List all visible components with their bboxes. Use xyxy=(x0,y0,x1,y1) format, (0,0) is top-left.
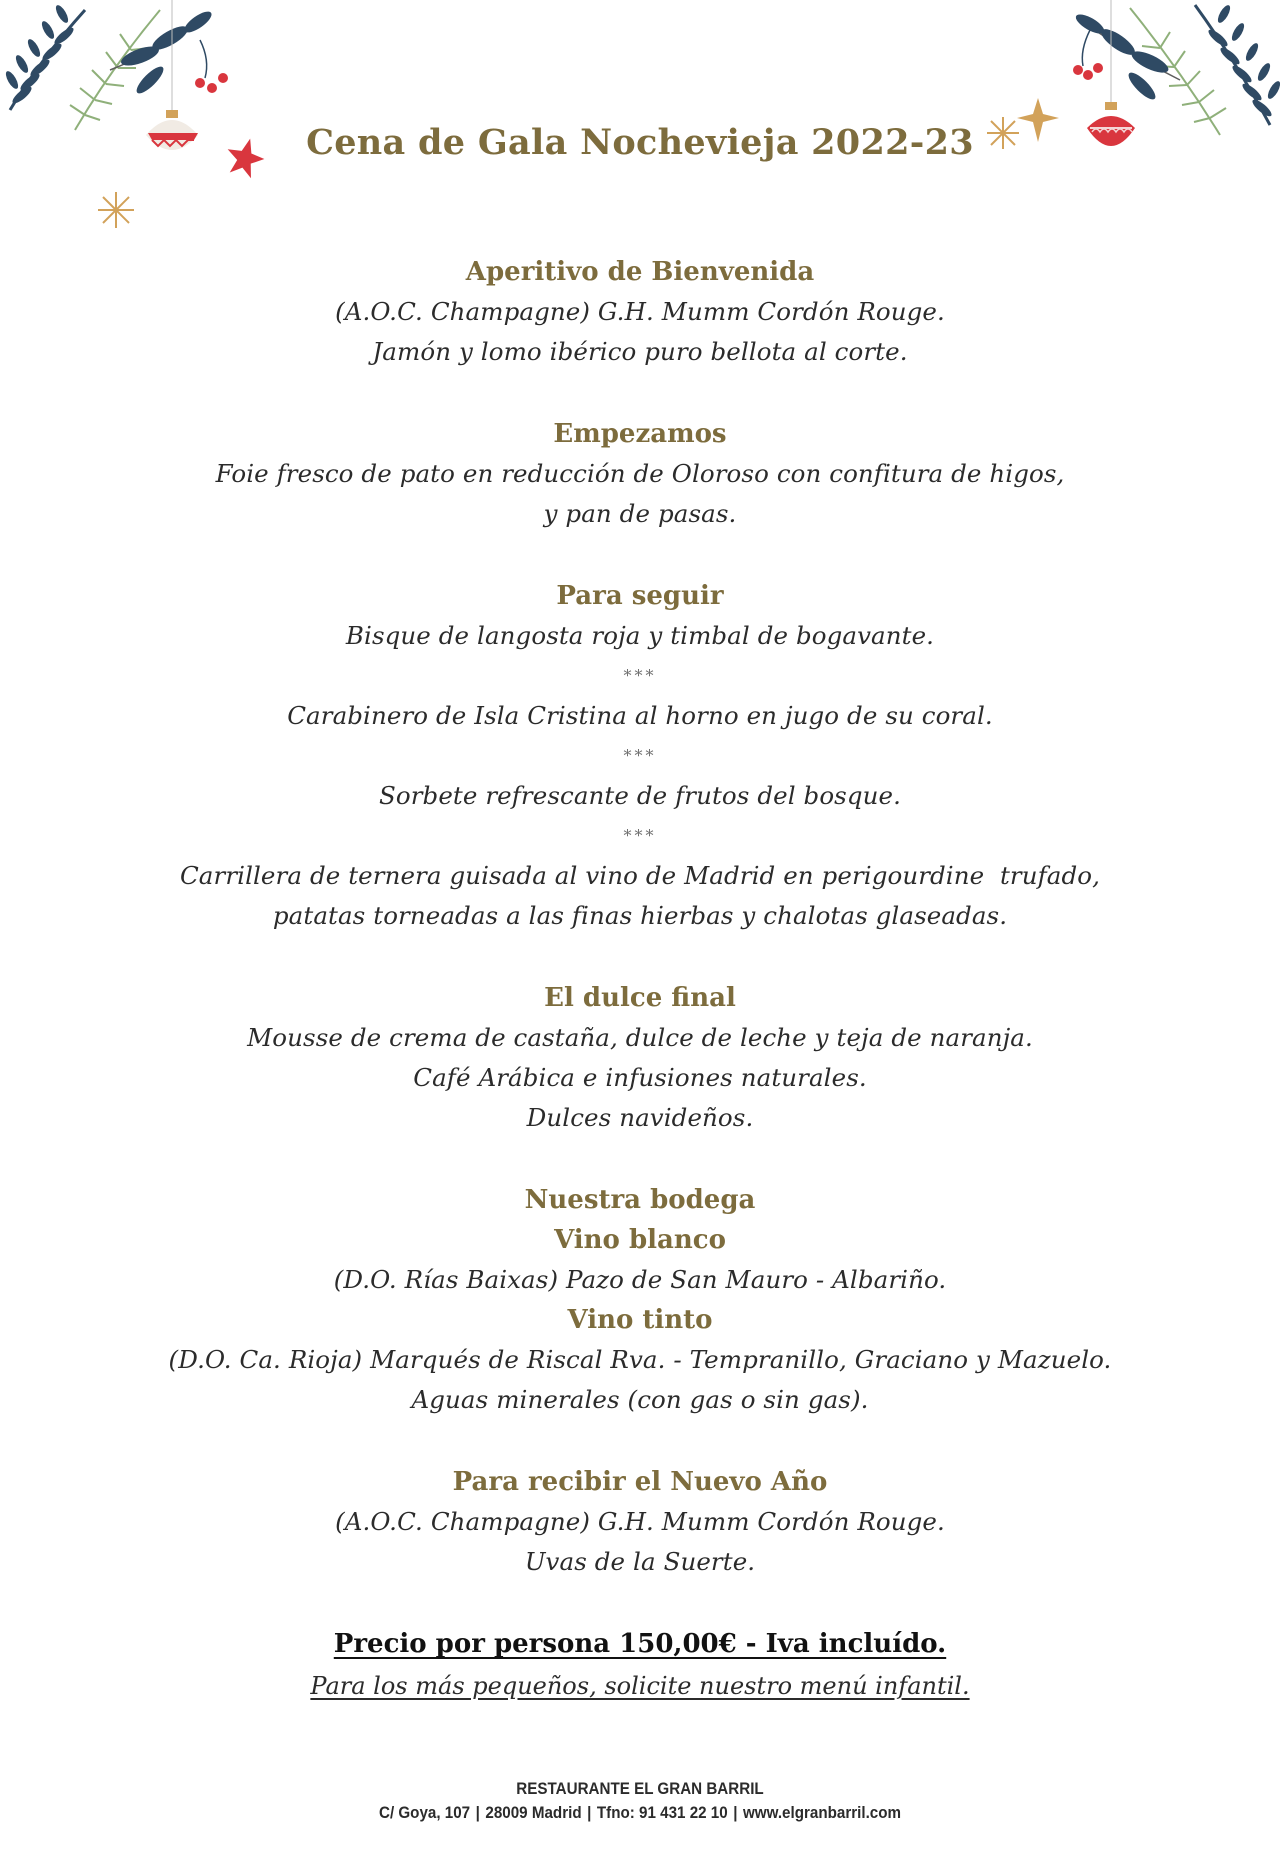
menu-item: Mousse de crema de castaña, dulce de leche y teja de naranja. xyxy=(247,1023,1033,1052)
section-heading: Nuestra bodega xyxy=(524,1185,756,1215)
section-heading: Para recibir el Nuevo Año xyxy=(452,1467,828,1497)
menu-item: Carrillera de ternera guisada al vino de Madrid en perigourdine trufado, xyxy=(179,861,1101,890)
menu-item: Jamón y lomo ibérico puro bellota al corte. xyxy=(372,337,908,366)
menu-item: y pan de pasas. xyxy=(543,499,737,528)
restaurant-name: RESTAURANTE EL GRAN BARRIL xyxy=(516,1780,764,1798)
menu-item: Dulces navideños. xyxy=(526,1103,754,1132)
leaf-sprig-icon xyxy=(1073,11,1180,103)
menu-content xyxy=(0,252,1280,1708)
dish-separator: *** xyxy=(623,826,657,845)
section-nuevo-ano xyxy=(0,1462,1280,1582)
subsection-heading-vino-blanco: Vino blanco xyxy=(554,1225,726,1255)
website-link[interactable]: www.elgranbarril.com xyxy=(742,1804,902,1822)
footer xyxy=(51,1777,1229,1825)
address: C/ Goya, 107 xyxy=(378,1804,471,1822)
postal-city: 28009 Madrid xyxy=(485,1804,582,1822)
section-heading: Para seguir xyxy=(556,581,724,611)
christmas-decoration-left xyxy=(0,0,290,240)
phone: Tfno: 91 431 22 10 xyxy=(596,1804,728,1822)
pine-branch-icon xyxy=(4,3,85,110)
price-per-person: Precio por persona 150,00€ - Iva incluído. xyxy=(333,1629,947,1659)
subsection-heading-vino-tinto: Vino tinto xyxy=(567,1305,713,1335)
berry-icon xyxy=(1073,30,1103,80)
menu-item: Café Arábica e infusiones naturales. xyxy=(413,1063,867,1092)
menu-item: Sorbete refrescante de frutos del bosque. xyxy=(378,781,901,810)
section-aperitivo xyxy=(0,252,1280,372)
menu-item: (A.O.C. Champagne) G.H. Mumm Cordón Rouge. xyxy=(335,297,945,326)
contact-line: C/ Goya, 107 | 28009 Madrid | Tfno: 91 431 22 10 | www.elgranbarril.com xyxy=(378,1804,902,1822)
menu-item: patatas torneadas a las finas hierbas y chalotas glaseadas. xyxy=(272,901,1008,930)
section-bodega xyxy=(0,1180,1280,1420)
section-heading: El dulce final xyxy=(544,983,736,1013)
wine-item: (D.O. Rías Baixas) Pazo de San Mauro - Albariño. xyxy=(333,1265,947,1294)
menu-item: Foie fresco de pato en reducción de Oloroso con confitura de higos, xyxy=(215,459,1065,488)
menu-item: Bisque de langosta roja y timbal de bogavante. xyxy=(345,621,935,650)
section-heading: Empezamos xyxy=(553,419,727,449)
menu-item: (A.O.C. Champagne) G.H. Mumm Cordón Rouge. xyxy=(335,1507,945,1536)
wine-item: (D.O. Ca. Rioja) Marqués de Riscal Rva. - Tempranillo, Graciano y Mazuelo. xyxy=(168,1345,1112,1374)
menu-title: Cena de Gala Nochevieja 2022-23 xyxy=(306,122,974,163)
menu-item: Aguas minerales (con gas o sin gas). xyxy=(411,1385,869,1414)
dish-separator: *** xyxy=(623,666,657,685)
section-heading: Aperitivo de Bienvenida xyxy=(465,257,815,287)
berry-icon xyxy=(195,40,228,93)
snowflake-icon xyxy=(98,192,134,228)
dish-separator: *** xyxy=(623,746,657,765)
section-dulce-final xyxy=(0,978,1280,1138)
section-empezamos xyxy=(0,414,1280,534)
fern-branch-icon xyxy=(70,10,160,130)
pine-branch-icon xyxy=(1195,3,1280,125)
menu-item: Carabinero de Isla Cristina al horno en jugo de su coral. xyxy=(287,701,993,730)
christmas-decoration-right xyxy=(980,0,1280,220)
section-para-seguir xyxy=(0,576,1280,936)
menu-item: Uvas de la Suerte. xyxy=(524,1547,756,1576)
kids-menu-note: Para los más pequeños, solicite nuestro menú infantil. xyxy=(310,1672,970,1700)
